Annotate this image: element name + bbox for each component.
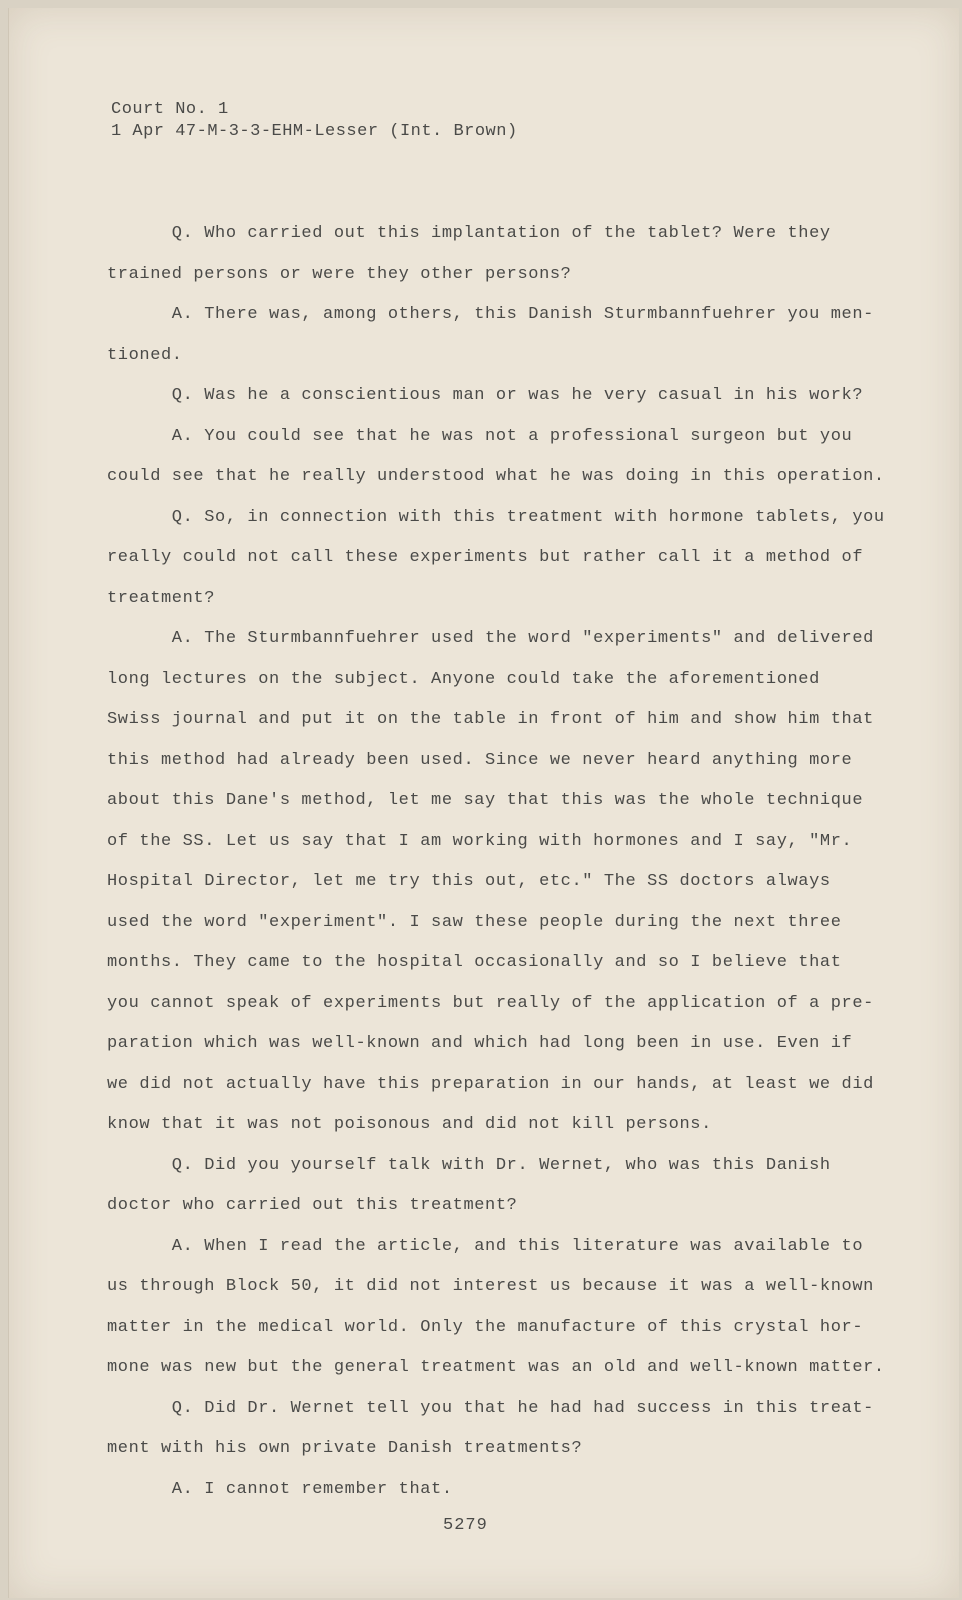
transcript-line: Q. So, in connection with this treatment with hormone tablets, you — [107, 508, 885, 527]
transcript-line: A. You could see that he was not a professional surgeon but you — [107, 427, 853, 446]
transcript-line: A. I cannot remember that. — [107, 1480, 453, 1499]
transcript-line: really could not call these experiments but rather call it a method of — [107, 548, 864, 567]
transcript-line: trained persons or were they other persons? — [107, 265, 572, 284]
transcript-line: this method had already been used. Since we never heard anything more — [107, 751, 853, 770]
transcript-line: us through Block 50, it did not interest us because it was a well-known — [107, 1277, 874, 1296]
page-number: 5279 — [443, 1516, 488, 1535]
transcript-line: long lectures on the subject. Anyone could take the aforementioned — [107, 670, 820, 689]
transcript-line: mone was new but the general treatment was an old and well-known matter. — [107, 1358, 885, 1377]
transcript-line: A. The Sturmbannfuehrer used the word "experiments" and delivered — [107, 629, 874, 648]
session-reference: 1 Apr 47-M-3-3-EHM-Lesser (Int. Brown) — [111, 122, 518, 141]
transcript-line: know that it was not poisonous and did not kill persons. — [107, 1115, 712, 1134]
transcript-line: Q. Did Dr. Wernet tell you that he had had success in this treat- — [107, 1399, 874, 1418]
transcript-line: Q. Did you yourself talk with Dr. Wernet, who was this Danish — [107, 1156, 831, 1175]
transcript-line: A. When I read the article, and this literature was available to — [107, 1237, 864, 1256]
transcript-line: ment with his own private Danish treatments? — [107, 1439, 583, 1458]
transcript-line: could see that he really understood what he was doing in this operation. — [107, 467, 885, 486]
transcript-line: treatment? — [107, 589, 216, 608]
transcript-line: we did not actually have this preparation in our hands, at least we did — [107, 1075, 874, 1094]
transcript-line: matter in the medical world. Only the manufacture of this crystal hor- — [107, 1318, 864, 1337]
transcript-line: Hospital Director, let me try this out, etc." The SS doctors always — [107, 872, 831, 891]
transcript-line: Q. Was he a conscientious man or was he very casual in his work? — [107, 386, 864, 405]
transcript-line: of the SS. Let us say that I am working with hormones and I say, "Mr. — [107, 832, 853, 851]
document-page — [8, 8, 959, 1598]
transcript-line: paration which was well-known and which had long been in use. Even if — [107, 1034, 853, 1053]
transcript-line: A. There was, among others, this Danish Sturmbannfuehrer you men- — [107, 305, 874, 324]
transcript-line: used the word "experiment". I saw these people during the next three — [107, 913, 842, 932]
transcript-line: about this Dane's method, let me say that this was the whole technique — [107, 791, 864, 810]
court-number: Court No. 1 — [111, 100, 229, 119]
transcript-line: Swiss journal and put it on the table in front of him and show him that — [107, 710, 874, 729]
transcript-line: doctor who carried out this treatment? — [107, 1196, 518, 1215]
transcript-line: months. They came to the hospital occasionally and so I believe that — [107, 953, 842, 972]
transcript-line: you cannot speak of experiments but really of the application of a pre- — [107, 994, 874, 1013]
transcript-line: tioned. — [107, 346, 183, 365]
transcript-line: Q. Who carried out this implantation of the tablet? Were they — [107, 224, 831, 243]
